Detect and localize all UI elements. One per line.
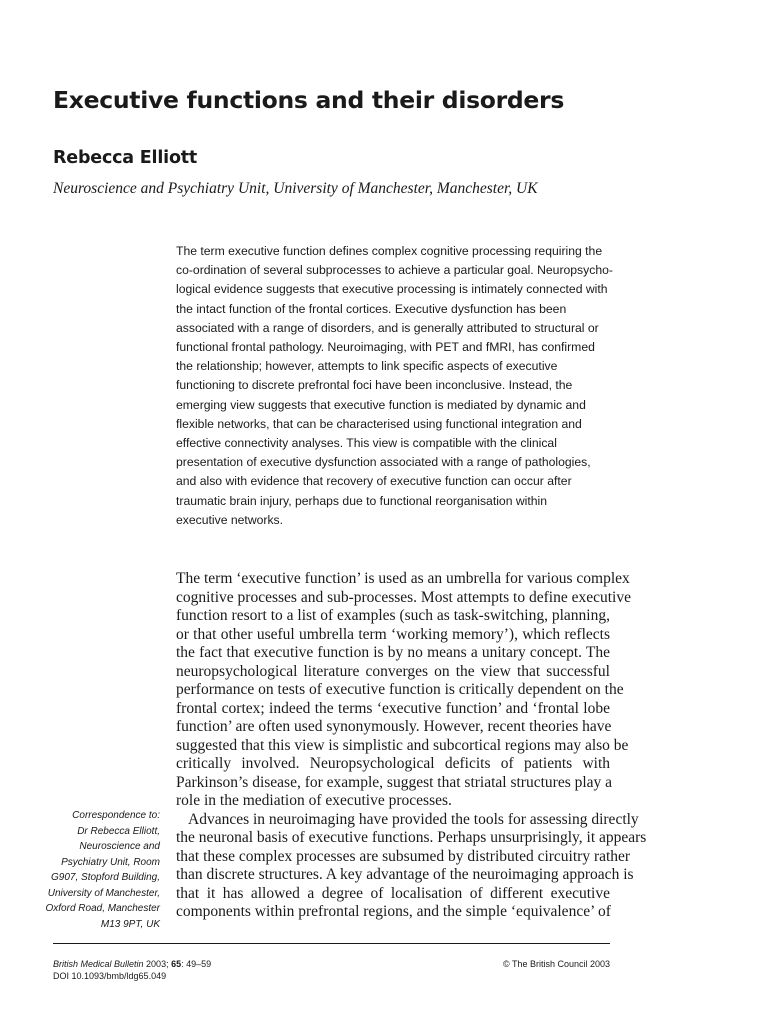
body-line: frontal cortex; indeed the terms ‘executive function’ and ‘frontal lobe	[176, 699, 610, 717]
body-text	[176, 570, 647, 922]
author-affiliation: Neuroscience and Psychiatry Unit, University of Manchester, Manchester, UK	[53, 180, 538, 197]
body-line: that these complex processes are subsumed by distributed circuitry rather	[176, 847, 631, 865]
abstract-line: the intact function of the frontal cortices. Executive dysfunction has been	[176, 301, 567, 316]
citation-pages: : 49–59	[181, 959, 212, 969]
correspondence-line: Oxford Road, Manchester	[45, 903, 160, 914]
article-title: Executive functions and their disorders	[53, 86, 565, 114]
body-line: than discrete structures. A key advantage of the neuroimaging approach is	[176, 866, 634, 883]
body-line: the fact that executive function is by no means a unitary concept. The	[176, 644, 610, 661]
abstract-line: the relationship; however, attempts to link specific aspects of executive	[176, 359, 558, 374]
body-line: components within prefrontal regions, and the simple ‘equivalence’ of	[176, 903, 611, 920]
abstract-line: flexible networks, that can be characterised using functional integration and	[176, 416, 582, 431]
citation-line	[53, 958, 211, 970]
body-line: The term ‘executive function’ is used as an umbrella for various complex	[176, 570, 630, 587]
body-line: function resort to a list of examples (such as task-switching, planning,	[176, 607, 610, 624]
body-line: Parkinson’s disease, for example, suggest that striatal structures play a	[176, 773, 613, 791]
body-line: cognitive processes and sub-processes. Most attempts to define executive	[176, 588, 631, 606]
abstract-line: emerging view suggests that executive function is mediated by dynamic and	[176, 397, 586, 412]
body-line: performance on tests of executive function is critically dependent on the	[176, 681, 624, 698]
citation-year: 2003;	[143, 959, 172, 969]
abstract-line: functioning to discrete prefrontal foci have been inconclusive. Instead, the	[176, 378, 573, 393]
correspondence-line: Psychiatry Unit, Room	[61, 856, 160, 868]
body-line: that it has allowed a degree of localisation of different executive	[176, 884, 610, 902]
abstract-line: and also with evidence that recovery of executive function can occur after	[176, 474, 572, 489]
body-line: critically involved. Neuropsychological deficits of patients with	[176, 755, 610, 772]
citation-block	[53, 958, 211, 982]
body-line: suggested that this view is simplistic and subcortical regions may also be	[176, 736, 629, 754]
body-line: role in the mediation of executive processes.	[176, 792, 452, 809]
body-line: or that other useful umbrella term ‘working memory’), which reflects	[176, 625, 610, 643]
abstract-line: co-ordination of several subprocesses to achieve a particular goal. Neuropsycho-	[176, 263, 613, 278]
abstract-line: executive networks.	[176, 512, 284, 527]
body-line: function’ are often used synonymously. However, recent theories have	[176, 718, 612, 735]
journal-name: British Medical Bulletin	[53, 959, 144, 969]
abstract-line: associated with a range of disorders, and is generally attributed to structural or	[176, 320, 599, 335]
correspondence-line: Neuroscience and	[79, 841, 160, 852]
body-line: neuropsychological literature converges on the view that successful	[176, 662, 610, 680]
abstract-line: functional frontal pathology. Neuroimaging, with PET and fMRI, has confirmed	[176, 340, 595, 355]
body-line: the neuronal basis of executive functions. Perhaps unsurprisingly, it appears	[176, 829, 647, 846]
abstract-line: effective connectivity analyses. This view is compatible with the clinical	[176, 436, 557, 451]
doi-line: DOI 10.1093/bmb/ldg65.049	[53, 971, 167, 981]
correspondence-line: M13 9PT, UK	[100, 918, 160, 930]
correspondence-line: G907, Stopford Building,	[51, 872, 160, 883]
abstract-line: The term executive function defines complex cognitive processing requiring the	[176, 244, 603, 258]
abstract	[176, 242, 616, 530]
author-name: Rebecca Elliott	[53, 148, 198, 168]
citation-volume: 65	[171, 959, 182, 969]
copyright-notice: © The British Council 2003	[502, 959, 610, 969]
abstract-line: presentation of executive dysfunction associated with a range of pathologies,	[176, 455, 591, 470]
correspondence-line: Dr Rebecca Elliott,	[77, 825, 160, 837]
correspondence-note	[30, 808, 160, 932]
abstract-line: logical evidence suggests that executive processing is intimately connected with	[176, 282, 608, 297]
correspondence-line: University of Manchester,	[47, 887, 160, 899]
footer-divider	[53, 943, 610, 944]
abstract-line: traumatic brain injury, perhaps due to functional reorganisation within	[176, 493, 548, 508]
correspondence-line: Correspondence to:	[72, 810, 160, 821]
body-line: Advances in neuroimaging have provided the tools for assessing directly	[188, 810, 639, 828]
